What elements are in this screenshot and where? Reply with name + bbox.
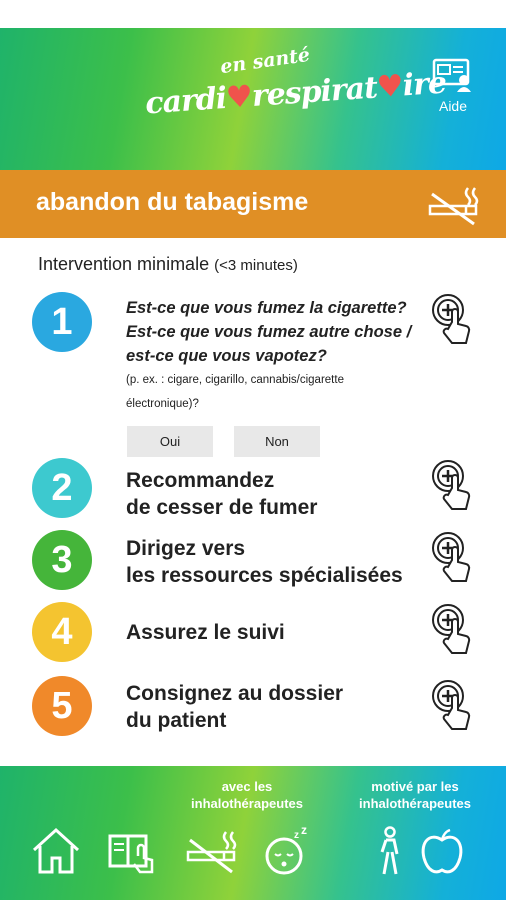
svg-text:z: z	[301, 826, 307, 837]
no-smoking-icon	[426, 184, 482, 226]
step-4-text: Assurez le suivi	[126, 621, 285, 644]
logo-wordmark: cardi♥respirat♥ire	[144, 65, 448, 122]
footer-caption-left: avec les inhalothérapeutes	[191, 779, 303, 811]
status-bar	[0, 0, 506, 28]
step-number: 5	[32, 676, 92, 736]
no-button[interactable]: Non	[234, 426, 320, 457]
step-5-text: Consignez au dossier du patient	[126, 682, 344, 732]
document-icon[interactable]	[106, 826, 158, 876]
logo-tagline: en santé	[218, 43, 312, 79]
help-icon	[432, 58, 474, 92]
help-label: Aide	[438, 98, 468, 114]
yes-button[interactable]: Oui	[127, 426, 213, 457]
apple-icon[interactable]	[416, 826, 468, 876]
step-number: 4	[32, 602, 92, 662]
step-1-question: Est-ce que vous fumez la cigarette? Est-ce que vous fumez autre chose / est-ce que vous vapotez?	[126, 299, 412, 365]
step-number: 1	[32, 292, 92, 352]
step-number: 3	[32, 530, 92, 590]
footer-caption-right: motivé par les inhalothérapeutes	[359, 779, 471, 811]
tap-plus-icon[interactable]	[430, 602, 476, 658]
svg-text:z: z	[294, 830, 299, 841]
help-button[interactable]	[428, 58, 478, 118]
step-3-text: Dirigez vers les ressources spécialisées	[126, 537, 403, 587]
tap-plus-icon[interactable]	[430, 292, 476, 348]
app-logo	[144, 43, 448, 145]
tap-plus-icon[interactable]	[430, 458, 476, 514]
step-number: 2	[32, 458, 92, 518]
step-1-note: (p. ex. : cigare, cigarillo, cannabis/cigarette électronique)?	[126, 374, 344, 410]
tap-plus-icon[interactable]	[430, 530, 476, 586]
step-2-text: Recommandez de cesser de fumer	[126, 469, 318, 519]
person-walking-icon[interactable]	[364, 826, 416, 876]
intervention-subtitle: Intervention minimale (<3 minutes)	[38, 254, 298, 274]
no-smoking-icon[interactable]	[186, 826, 238, 876]
page-title: abandon du tabagisme	[36, 188, 309, 216]
sleep-icon[interactable]	[262, 826, 314, 876]
home-icon[interactable]	[30, 826, 82, 876]
tap-plus-icon[interactable]	[430, 678, 476, 734]
